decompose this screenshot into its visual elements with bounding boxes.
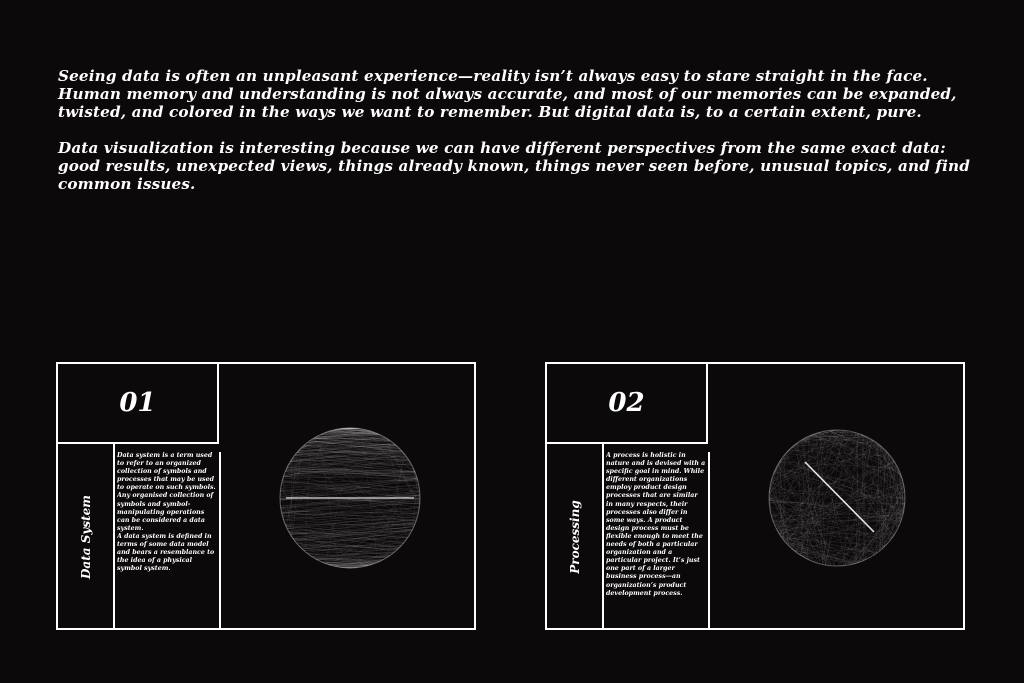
card-title-cell: [547, 444, 604, 630]
card-description: [117, 452, 221, 630]
card-processing: [545, 362, 965, 630]
card-title: Processing: [567, 500, 582, 574]
intro-text: [58, 67, 978, 211]
intro-paragraph-1: Seeing data is often an unpleasant experience—reality isn’t always easy to stare straight in the face. Human memory and understanding is not always accurate, and most of our memories can be expanded, twisted, and colored in the ways we want to remember. But digital data is, to a certain extent, pure.: [58, 67, 957, 121]
description-line: A data system is defined in terms of some data model and bears a resemblance to the idea of a physical symbol system.: [117, 532, 215, 573]
intro-paragraph-2: Data visualization is interesting because we can have different perspectives from the same exact data: good results, unexpected views, things already known, things never seen before, unusual topics, and find common issues.: [58, 139, 970, 193]
description-line: A process is holistic in nature and is devised with a specific goal in mind. While different organizations employ product design processes that are similar in many respects, their processes also differ in some ways. A product design process must be flexible enough to meet the needs of both a particular organization and a particular project. It’s just one part of a larger business process—an organization’s product development process.: [606, 452, 706, 597]
card-number: 01: [58, 364, 219, 444]
data-system-visualization: [219, 364, 474, 628]
description-line: Any organised collection of symbols and symbol-manipulating operations can be considered a data system.: [117, 492, 214, 532]
description-line: Data system is a term used to refer to an organized collection of symbols and processes that may be used to operate on such symbols.: [117, 452, 216, 492]
card-description: [606, 452, 710, 630]
processing-visualization: [708, 364, 963, 628]
card-title: Data System: [78, 495, 93, 579]
diagonal-artwork: [708, 364, 963, 628]
card-data-system: [56, 362, 476, 630]
card-number: 02: [547, 364, 708, 444]
card-title-cell: [58, 444, 115, 630]
sphere-artwork: [219, 364, 474, 628]
